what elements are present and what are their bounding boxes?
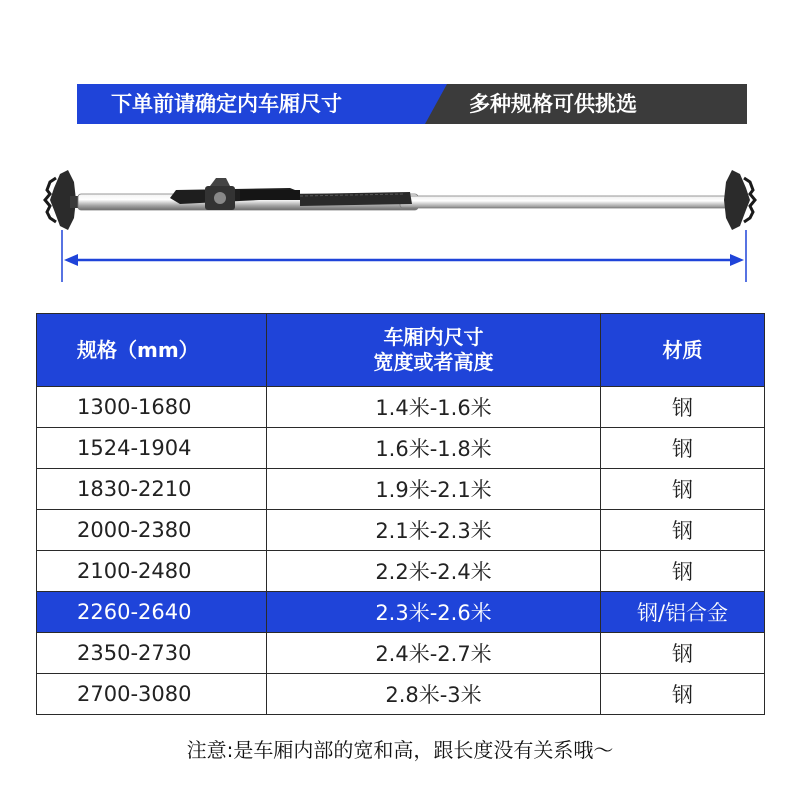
left-foot-icon (45, 170, 80, 230)
cell-size: 2.2米-2.4米 (267, 551, 601, 592)
dimension-line-icon (62, 230, 746, 282)
footnote: 注意:是车厢内部的宽和高，跟长度没有关系哦～ (186, 738, 614, 762)
table-row (37, 387, 765, 428)
right-foot-icon (724, 170, 755, 230)
spec-table-header (37, 314, 765, 387)
cell-material: 钢 (601, 551, 765, 592)
banner-right-text: 多种规格可供挑选 (469, 92, 637, 116)
cell-material: 钢/铝合金 (601, 592, 765, 633)
cargo-bar-icon (0, 160, 800, 290)
cell-material: 钢 (601, 387, 765, 428)
table-row-highlighted (37, 592, 765, 633)
header-material: 材质 (601, 314, 765, 387)
cell-spec: 1830-2210 (37, 469, 267, 510)
header-spec: 规格（mm） (37, 314, 267, 387)
cell-material: 钢 (601, 428, 765, 469)
cell-spec: 2100-2480 (37, 551, 267, 592)
cell-size: 2.4米-2.7米 (267, 633, 601, 674)
table-row (37, 551, 765, 592)
cell-spec: 1300-1680 (37, 387, 267, 428)
top-banner (77, 84, 747, 124)
table-row (37, 674, 765, 715)
table-row (37, 469, 765, 510)
cargo-bar-illustration (0, 160, 800, 290)
cell-spec: 1524-1904 (37, 428, 267, 469)
banner-left-text: 下单前请确定内车厢尺寸 (111, 92, 342, 116)
cell-spec: 2350-2730 (37, 633, 267, 674)
cell-spec: 2260-2640 (37, 592, 267, 633)
table-row (37, 428, 765, 469)
table-row (37, 633, 765, 674)
cell-size: 1.9米-2.1米 (267, 469, 601, 510)
cell-size: 1.6米-1.8米 (267, 428, 601, 469)
cell-material: 钢 (601, 633, 765, 674)
cell-size: 2.3米-2.6米 (267, 592, 601, 633)
cell-material: 钢 (601, 510, 765, 551)
table-row (37, 510, 765, 551)
cell-material: 钢 (601, 469, 765, 510)
header-size: 车厢内尺寸 宽度或者高度 (267, 314, 601, 387)
cell-material: 钢 (601, 674, 765, 715)
cell-spec: 2000-2380 (37, 510, 267, 551)
cell-size: 1.4米-1.6米 (267, 387, 601, 428)
cell-spec: 2700-3080 (37, 674, 267, 715)
spec-table (36, 313, 765, 715)
cell-size: 2.8米-3米 (267, 674, 601, 715)
cell-size: 2.1米-2.3米 (267, 510, 601, 551)
